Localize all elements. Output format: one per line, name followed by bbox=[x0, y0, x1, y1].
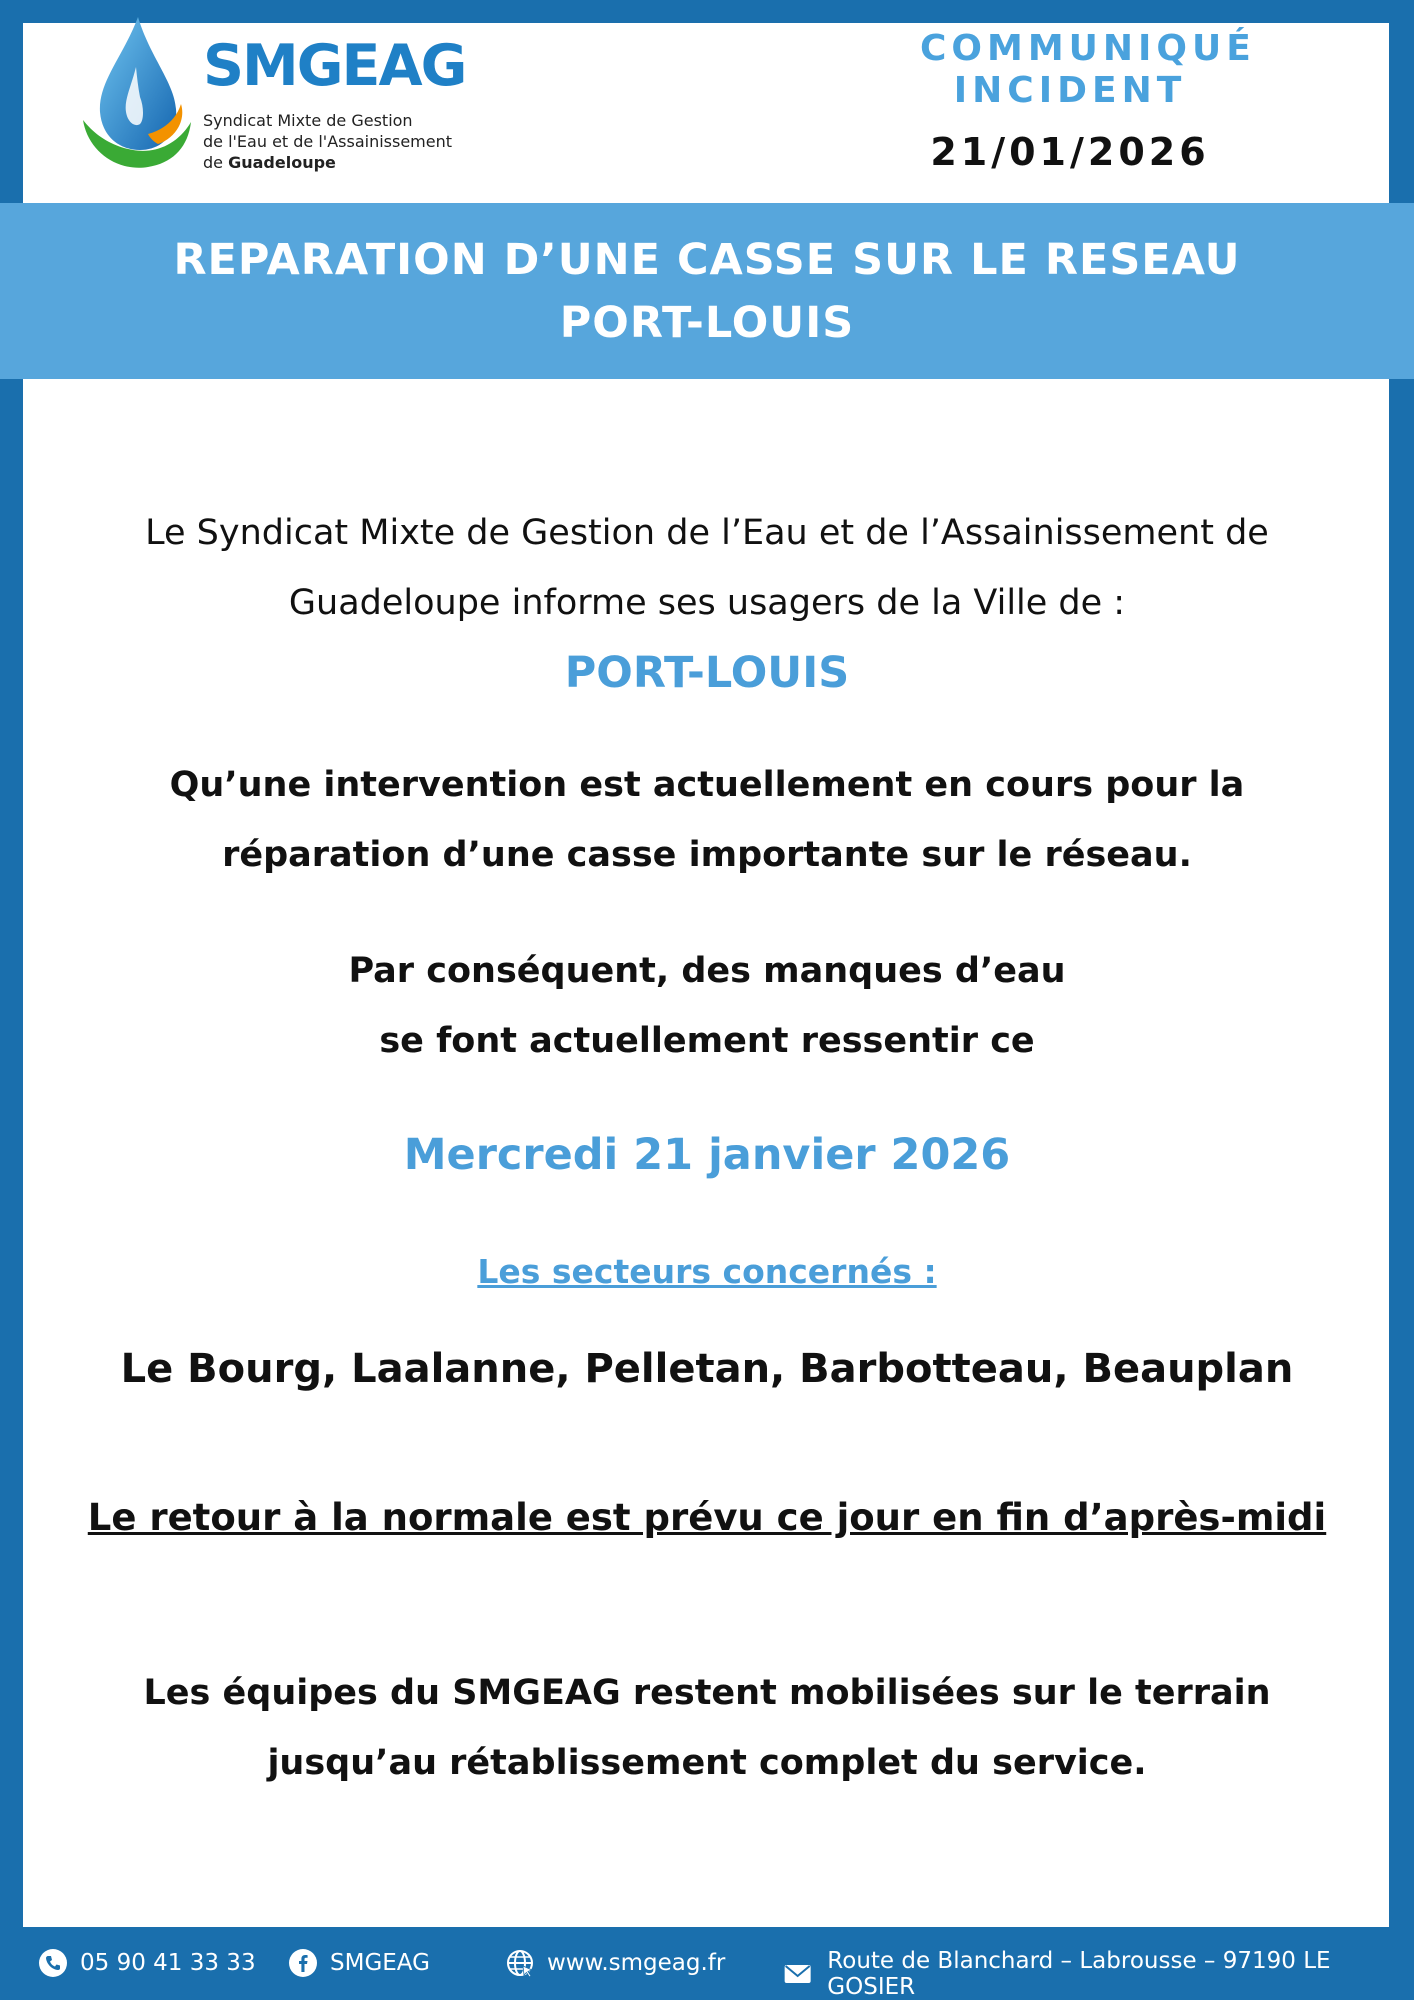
intro-line-1: Le Syndicat Mixte de Gestion de l’Eau et de l’Assainissement de bbox=[145, 513, 1269, 553]
mail-icon bbox=[780, 1959, 815, 1989]
header-date: 21/01/2026 bbox=[930, 130, 1210, 174]
logo-sub-line-1: Syndicat Mixte de Gestion bbox=[203, 111, 413, 130]
website-link[interactable]: www.smgeag.fr bbox=[547, 1950, 726, 1976]
smgeag-logo bbox=[78, 12, 538, 182]
facebook-icon bbox=[288, 1948, 318, 1978]
postal-address: Route de Blanchard – Labrousse – 97190 LE GOSIER bbox=[827, 1948, 1331, 2000]
footer-address bbox=[780, 1948, 1414, 2000]
phone-number: 05 90 41 33 33 bbox=[80, 1950, 256, 1976]
water-drop-logo-icon bbox=[78, 12, 193, 177]
teams-paragraph bbox=[0, 1658, 1414, 1798]
consequence-line-2: se font actuellement ressentir ce bbox=[379, 1021, 1035, 1061]
footer-phone bbox=[38, 1948, 256, 1978]
intro-paragraph bbox=[0, 498, 1414, 638]
intervention-line-2: réparation d’une casse importante sur le réseau. bbox=[222, 835, 1192, 875]
logo-wordmark: SMGEAG bbox=[203, 33, 466, 99]
title-banner bbox=[0, 203, 1414, 379]
teams-line-2: jusqu’au rétablissement complet du service. bbox=[267, 1743, 1147, 1783]
communique-label: COMMUNIQUÉ bbox=[920, 28, 1256, 69]
city-name: PORT-LOUIS bbox=[564, 648, 850, 698]
intervention-line-1: Qu’une intervention est actuellement en cours pour la bbox=[169, 765, 1245, 805]
return-to-normal-notice: Le retour à la normale est prévu ce jour en fin d’après-midi bbox=[87, 1496, 1327, 1539]
logo-sub-line-2: de l'Eau et de l'Assainissement bbox=[203, 132, 453, 151]
banner-title-line-2: PORT-LOUIS bbox=[559, 298, 855, 348]
footer bbox=[0, 1928, 1414, 2000]
banner-title-line-1: REPARATION D’UNE CASSE SUR LE RESEAU bbox=[173, 235, 1241, 285]
logo-subtitle bbox=[203, 110, 503, 173]
teams-line-1: Les équipes du SMGEAG restent mobilisées sur le terrain bbox=[143, 1673, 1271, 1713]
intervention-paragraph bbox=[0, 750, 1414, 890]
sectors-heading: Les secteurs concernés : bbox=[477, 1252, 937, 1291]
consequence-paragraph bbox=[0, 936, 1414, 1076]
phone-icon bbox=[38, 1948, 68, 1978]
communique-heading bbox=[920, 28, 1256, 112]
footer-facebook bbox=[288, 1948, 430, 1978]
footer-website bbox=[505, 1948, 725, 1978]
consequence-line-1: Par conséquent, des manques d’eau bbox=[348, 951, 1066, 991]
incident-date: Mercredi 21 janvier 2026 bbox=[403, 1130, 1011, 1180]
intro-line-2: Guadeloupe informe ses usagers de la Ville de : bbox=[288, 583, 1126, 623]
logo-sub-line-3: de Guadeloupe bbox=[203, 153, 336, 172]
facebook-handle: SMGEAG bbox=[330, 1950, 430, 1976]
sectors-list: Le Bourg, Laalanne, Pelletan, Barbotteau, Beauplan bbox=[120, 1346, 1294, 1392]
globe-icon bbox=[505, 1948, 535, 1978]
incident-label: INCIDENT bbox=[953, 70, 1187, 111]
